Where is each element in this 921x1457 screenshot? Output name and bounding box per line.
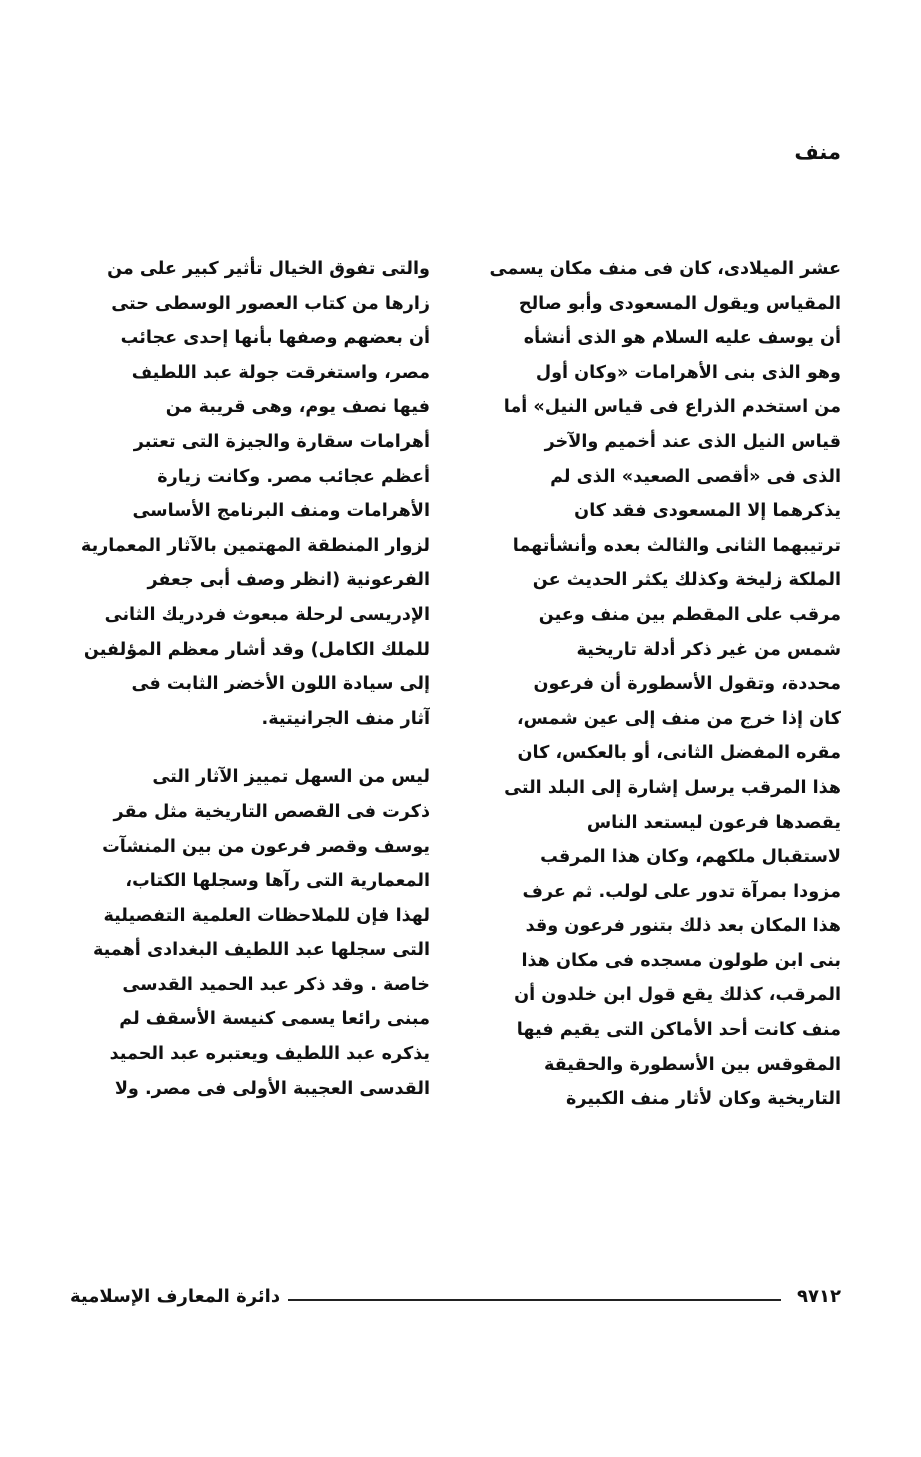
text-line: الفرعونية (انظر وصف أبى جعفر [147, 570, 430, 591]
paragraph [80, 252, 430, 736]
text-line: ذكرت فى القصص التاريخية مثل مقر [113, 801, 430, 822]
text-line: مزودا بمرآة تدور على لولب. ثم عرف [522, 881, 841, 902]
text-line: وهو الذى بنى الأهرامات «وكان أول [535, 362, 841, 383]
text-line: المقوقس بين الأسطورة والحقيقة [543, 1054, 841, 1075]
text-line: قياس النيل الذى عند أخميم والآخر [544, 431, 841, 452]
text-line: إلى سيادة اللون الأخضر الثابت فى [131, 674, 430, 695]
text-line: مقره المفضل الثانى، أو بالعكس، كان [517, 743, 841, 764]
text-line: والتى تفوق الخيال تأثير كبير على من [107, 259, 430, 279]
text-line: محددة، وتقول الأسطورة أن فرعون [533, 674, 841, 695]
footer-rule [288, 1299, 781, 1301]
paragraph [80, 760, 430, 1106]
text-line: مصر، واستغرقت جولة عبد اللطيف [131, 362, 430, 383]
text-line: أن بعضهم وصفها بأنها إحدى عجائب [120, 328, 430, 349]
text-line: أعظم عجائب مصر. وكانت زيارة [157, 466, 430, 487]
text-line: شمس من غير ذكر أدلة تاريخية [576, 639, 841, 660]
text-line: هذا المكان بعد ذلك بتنور فرعون وقد [525, 916, 841, 937]
text-line: المعمارية التى رآها وسجلها الكتاب، [125, 871, 430, 892]
text-line: الملكة زليخة وكذلك يكثر الحديث عن [532, 570, 841, 591]
text-line: خاصة . وقد ذكر عبد الحميد القدسى [122, 974, 430, 995]
text-line: عشر الميلادى، كان فى منف مكان يسمى [489, 259, 841, 279]
text-line: الذى فى «أقصى الصعيد» الذى لم [550, 466, 841, 487]
text-line: مبنى رائعا يسمى كنيسة الأسقف لم [119, 1009, 430, 1030]
text-line: الأهرامات ومنف البرنامج الأساسى [132, 501, 430, 522]
text-line: الإدريسى لرحلة مبعوث فردريك الثانى [104, 604, 430, 625]
text-line: آثار منف الجرانيتية. [261, 708, 430, 729]
text-line: أهرامات سقارة والجيزة التى تعتبر [133, 431, 430, 452]
text-line: لزوار المنطقة المهتمين بالآثار المعمارية [80, 535, 430, 556]
page-footer [70, 1286, 841, 1314]
text-line: المرقب، كذلك يقع قول ابن خلدون أن [514, 985, 841, 1006]
text-line: التى سجلها عبد اللطيف البغدادى أهمية [92, 940, 430, 961]
text-line: للملك الكامل) وقد أشار معظم المؤلفين [83, 639, 430, 660]
right-column [481, 252, 841, 1117]
text-line: مرقب على المقطم بين منف وعين [538, 604, 841, 625]
text-line: التاريخية وكان لأثار منف الكبيرة [565, 1089, 841, 1110]
text-line: يذكره عبد اللطيف ويعتبره عبد الحميد [109, 1044, 430, 1065]
text-line: يوسف وقصر فرعون من بين المنشآت [102, 836, 430, 857]
text-line: يقصدها فرعون ليستعد الناس [586, 812, 841, 833]
running-header: منف [794, 140, 841, 164]
text-line: هذا المرقب يرسل إشارة إلى البلد التى [504, 777, 841, 798]
text-line: كان إذا خرج من منف إلى عين شمس، [517, 708, 841, 729]
publication-title: دائرة المعارف الإسلامية [70, 1286, 281, 1307]
text-line: القدسى العجيبة الأولى فى مصر. ولا [114, 1078, 430, 1099]
text-line: أن يوسف عليه السلام هو الذى أنشأه [523, 328, 841, 349]
text-line: فيها نصف يوم، وهى قريبة من [165, 397, 430, 418]
left-column [80, 252, 430, 1106]
paragraph [481, 252, 841, 1117]
text-line: بنى ابن طولون مسجده فى مكان هذا [521, 950, 841, 971]
text-line: زارها من كتاب العصور الوسطى حتى [111, 293, 430, 314]
text-line: يذكرهما إلا المسعودى فقد كان [574, 501, 841, 522]
text-line: ترتيبهما الثانى والثالث بعده وأنشأتهما [512, 535, 841, 556]
text-line: المقياس ويقول المسعودى وأبو صالح [518, 293, 841, 314]
text-line: من استخدم الذراع فى قياس النيل» أما [503, 397, 841, 418]
text-line: ليس من السهل تمييز الآثار التى [152, 767, 430, 788]
page-number: ٩٧١٢ [797, 1286, 841, 1307]
text-line: لاستقبال ملكهم، وكان هذا المرقب [540, 847, 841, 868]
text-line: لهذا فإن للملاحظات العلمية التفصيلية [103, 905, 430, 926]
paragraph-spacer [80, 736, 430, 760]
text-line: منف كانت أحد الأماكن التى يقيم فيها [516, 1020, 841, 1041]
